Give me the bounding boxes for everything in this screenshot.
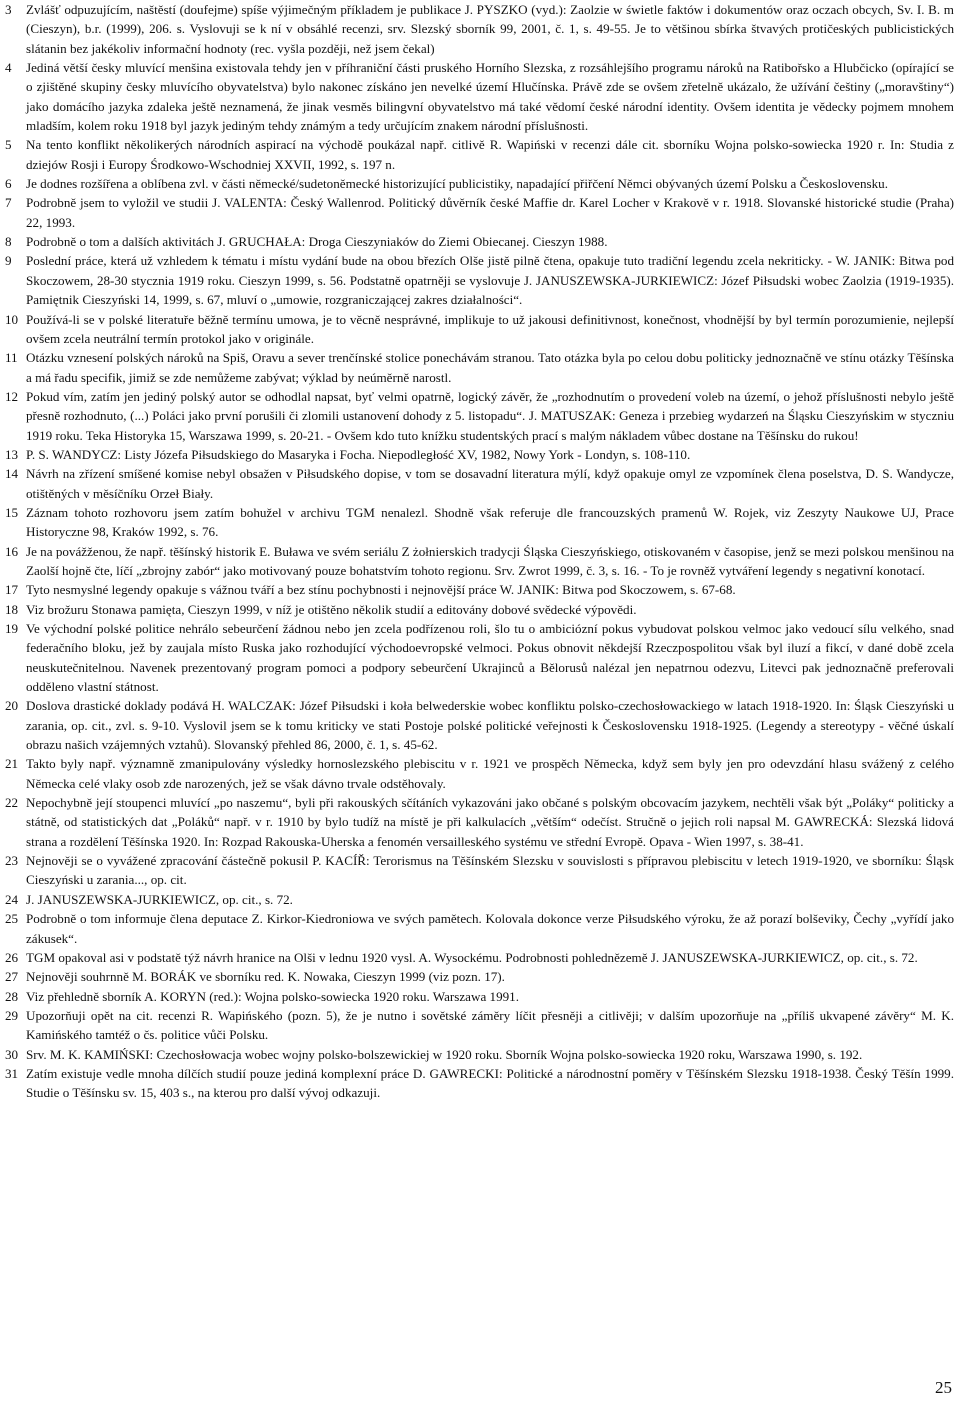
footnote-number: 23	[5, 853, 19, 869]
footnote-text: Podrobně o tom a dalších aktivitách J. GRUCHAŁA: Droga Cieszyniaków do Ziemi Obiecanej. Cieszyn 1988.	[26, 234, 608, 250]
footnote-text: Je na povážženou, že např. těšínský historik E. Buława ve svém seriálu Z żołnierskich tradycji Śląska Cieszyńskiego, otiskovaném v časopise, jenž se mezi polskou menšinou na Zaolší hojně čte, líčí „zbrojny zabór“ jako motivovaný pouze bohatstvím tohoto regionu. Srv. Zwrot 1999, č. 3, s. 16. - To je rovněž vytváření legendy s negativní konotací.	[26, 543, 954, 578]
footnote-number: 6	[5, 176, 12, 192]
footnote-text: Nejnověji se o vyvážené zpracování částečně pokusil P. KACÍŘ: Terorismus na Těšínském Slezsku v souvislosti s přípravou plebiscitu v letech 1919-1920, ve sborníku: Śląsk Cieszyński u zarania..., op. cit.	[26, 853, 954, 888]
footnote	[5, 174, 954, 193]
footnote-text: Viz brožuru Stonawa pamięta, Cieszyn 1999, v níž je otištěno několik studií a editovány dobové svědecké výpovědi.	[26, 601, 637, 617]
footnote	[5, 310, 954, 349]
footnote-number: 27	[5, 969, 19, 985]
footnote-text: Návrh na zřízení smíšené komise nebyl obsažen v Piłsudského dopise, v tom se dosavadní literatura mýlí, když opakuje omyl ze vzpomínek člena poselstva, D. S. Wandycze, otištěných v měsíčníku Orzeł Biały.	[26, 466, 954, 501]
footnote-text: J. JANUSZEWSKA-JURKIEWICZ, op. cit., s. 72.	[26, 891, 293, 907]
footnote	[5, 987, 954, 1006]
footnote	[5, 1064, 954, 1103]
footnote	[5, 251, 954, 309]
footnote-text: Je dodnes rozšířena a oblíbena zvl. v části německé/sudetoněmecké historizující publicistiky, napadající přiřčení Němci obývaných území Polsku a Československu.	[26, 176, 889, 192]
footnote-number: 10	[5, 311, 19, 327]
footnote	[5, 387, 954, 445]
footnote-number: 17	[5, 582, 19, 598]
footnote	[5, 967, 954, 986]
footnote-number: 24	[5, 891, 19, 907]
footnote-text: Podrobně jsem to vyložil ve studii J. VALENTA: Český Wallenrod. Politický důvěrník české Maffie dr. Karel Locher v Krakově v r. 1918. Slovanské historické studie (Praha) 22, 1993.	[26, 195, 954, 230]
footnote-number: 19	[5, 621, 19, 636]
footnote-number: 30	[5, 1046, 19, 1062]
footnote-text: Pokud vím, zatím jen jediný polský autor se odhodlal napsat, byť velmi opatrně, logický závěr, že „rozhodnutím o provedení voleb na území, o jehož příslušnosti nebylo ještě přesně rozhodnuto, (...) Poláci jako první porušili či zlomili ustanovení dohody z 5. listopadu“. J. MATUSZAK: Geneza i przebieg wydarzeń na Śląsku Cieszyńskim w styczniu 1919 roku. Teka Historyka 15, Warszawa 1999, s. 20-21. - Ovšem kdo tuto knížku studentských prací s malým nákladem vůbec dostane na Těšínsku do rukou!	[26, 388, 954, 443]
footnote	[5, 580, 954, 599]
footnote-number: 18	[5, 601, 19, 617]
footnote-number: 12	[5, 388, 19, 404]
footnote-text: Na tento konflikt několikerých národních aspirací na východě poukázal např. citlivě R. Wapiński v recenzi dále cit. sborníku Wojna polsko-sowiecka 1920 r. In: Studia z dziejów Rosji i Europy Środkowo-Wschodniej XXVII, 1992, s. 197 n.	[26, 137, 954, 172]
footnote	[5, 232, 954, 251]
footnote-number: 13	[5, 446, 19, 462]
footnote-number: 22	[5, 795, 19, 811]
page-number: 25	[935, 1378, 952, 1397]
footnote-text: Takto byly např. významně zmanipulovány výsledky hornoslezského plebiscitu v r. 1921 ve prospěch Německa, když sem byly jen pro odevzdání hlasu svážený z celého Německa celé vlaky osob zde narozených, jež se však dávno trvale odstěhovaly.	[26, 756, 954, 791]
footnote	[5, 754, 954, 793]
footnote-number: 20	[5, 698, 19, 714]
footnote	[5, 619, 954, 696]
footnote	[5, 948, 954, 967]
footnote-number: 3	[5, 2, 12, 17]
footnote	[5, 445, 954, 464]
footnote-text: P. S. WANDYCZ: Listy Józefa Piłsudskiego do Masaryka i Focha. Niepodległość XV, 1982, Nowy York - Londyn, s. 108-110.	[26, 446, 691, 462]
footnote-text: Nejnověji souhrnně M. BORÁK ve sborníku red. K. Nowaka, Cieszyn 1999 (viz pozn. 17).	[26, 969, 505, 985]
footnote	[5, 793, 954, 851]
footnote-text: Podrobně o tom informuje člena deputace Z. Kirkor-Kiedroniowa ve svých pamětech. Kolovala dokonce verze Piłsudského výroku, že až porazí bolševiky, Čechy „vyřídí jako zákusek“.	[26, 911, 954, 946]
footnote-text: Nepochybně její stoupenci mluvící „po naszemu“, byli při rakouských sčítáních vykazováni jako občané s polským obcovacím jazykem, nechtěli však být „Poláky“ politicky a státně, od statistických dat „Poláků“ např. v r. 1910 by bylo tudíž na místě je při kalkulacích „větším“ odečíst. Stručně o jejich roli napsal M. GAWRECKÁ: Slezská lidová strana a rozdělení Těšínska 1920. In: Rozpad Rakouska-Uherska a fenomén versailleského systému ve střední Evropě. Opava - Wien 1997, s. 38-41.	[26, 795, 954, 849]
footnote-text: Používá-li se v polské literatuře běžně termínu umowa, je to věcně nesprávné, implikuje to už jakousi definitivnost, konečnost, vhodnější by byl termín porozumienie, nejlepší ovšem zcela neutrální termín protokol jako v originále.	[26, 311, 954, 346]
footnote	[5, 542, 954, 581]
footnote-number: 16	[5, 543, 19, 559]
footnote-text: Upozorňuji opět na cit. recenzi R. Wapińského (pozn. 5), že je nutno i sovětské záměry líčit přesněji a citlivěji; v dalším upozorňuje na „příliš ukvapené závěry“ M. K. Kamińského tamtéž o čs. politice vůči Polsku.	[26, 1007, 954, 1043]
footnote-number: 29	[5, 1007, 19, 1023]
footnote-text: TGM opakoval asi v podstatě týž návrh hranice na Olši v lednu 1920 vysl. A. Wysockému. Podrobnosti pohlednězemě J. JANUSZEWSKA-JURKIEWICZ, op. cit., s. 72.	[26, 949, 918, 965]
footnote-number: 21	[5, 756, 19, 772]
footnote	[5, 135, 954, 174]
footnote-number: 31	[5, 1065, 19, 1081]
footnote-number: 25	[5, 911, 19, 927]
footnote	[5, 600, 954, 619]
footnote-number: 5	[5, 137, 12, 153]
footnote-text: Viz přehledně sborník A. KORYN (red.): Wojna polsko-sowiecka 1920 roku. Warszawa 1991.	[26, 988, 519, 1004]
footnote-number: 9	[5, 253, 12, 269]
footnote-text: Zvlášť odpuzujícím, naštěstí (doufejme) spíše výjimečným příkladem je publikace J. PYSZKO (vyd.): Zaolzie w świetle faktów i dokumentów oraz oczach obcych, Sv. I. B. m (Cieszyn), b.r. (1999), 206. s. Vyslovuji se k ní v obsáhlé recenzi, srv. Slezský sborník 99, 2001, č. 1, s. 49-55. Je to většinou sbírka štvavých protičeských publicistických slátanin bez jakékoliv informační hodnoty (rec. vyšla později, než jsem čekal)	[26, 2, 954, 56]
footnote-text: Zatím existuje vedle mnoha dílčích studií pouze jediná komplexní práce D. GAWRECKI: Politické a národnostní poměry v Těšínském Slezsku 1918-1938. Český Těšín 1999. Studie o Těšínsku sv. 15, 403 s., na kterou pro další vývoj odkazuji.	[26, 1065, 954, 1101]
footnotes-list	[5, 0, 954, 1103]
footnote	[5, 696, 954, 754]
footnote-number: 14	[5, 466, 19, 482]
footnote	[5, 503, 954, 542]
footnote-number: 11	[5, 350, 18, 366]
footnote	[5, 1045, 954, 1064]
footnote-text: Tyto nesmyslné legendy opakuje s vážnou tváří a bez stínu pochybnosti i nejnovější práce W. JANIK: Bitwa pod Skoczowem, s. 67-68.	[26, 582, 736, 598]
footnote-text: Jediná větší česky mluvící menšina existovala tehdy jen v příhraniční části pruského Horního Slezska, z rozsáhlejšího programu nároků na Ratibořsko a Hlubčicko (opírající se o zjištěné skupiny česky mluvícího obyvatelstva) bylo nakonec získáno jen nevelké území Hlučínska. Právě zde se ovšem zřetelně ukázalo, že užívání češtiny („moravštiny“) jako domácího jazyka zdaleka ještě neznamená, že jinak vesměs bilingvní obyvatelstvo má také vědomí české národní identity. Ovšem identita je vědecky pojmem mnohem mladším, kolem roku 1918 byl jazyk jediným tehdy známým a tedy určujícím znakem národní příslušnosti.	[26, 60, 954, 134]
footnote-number: 4	[5, 60, 12, 76]
footnote-text: Ve východní polské politice nehrálo sebeurčení žádnou nebo jen zcela podřízenou roli, šlo tu o ambiciózní pokus vybudovat polskou velmoc jako vedoucí sílu velkého, snad federačního bloku, jež by zaujala místo Ruska jako rozhodující východoevropské velmoci. Pokus obnovit někdejší Rzeczpospolitou však byl iluzí a fikcí, v dané době zcela neuskutečnitelnou. Navenek prezentovaný program pomoci a podpory sebeurčení Ukrajinců a Bělorusů nalézal jen nepatrnou odezvu, Litevci pak jednoznačně preferovali odděleno vlastní státnost.	[26, 621, 954, 695]
footnote-number: 15	[5, 504, 19, 520]
footnote-text: Doslova drastické doklady podává H. WALCZAK: Józef Piłsudski i koła belwederskie wobec konfliktu polsko-czechosłowackiego w latach 1918-1920. In: Śląsk Cieszyński u zarania, op. cit., zvl. s. 9-10. Vyslovil jsem se k tomu kriticky ve stati Postoje polské politické veřejnosti k Československu 1918-1925. (Legendy a stereotypy - věčné úskalí obrazu našich vzájemných vztahů). Slovanský přehled 86, 2000, č. 1, s. 45-62.	[26, 698, 954, 753]
footnote	[5, 1006, 954, 1045]
footnote-number: 7	[5, 195, 12, 211]
footnote	[5, 193, 954, 232]
footnote-text: Otázku vznesení polských nároků na Spiš, Oravu a sever trenčínské stolice ponechávám stranou. Tato otázka byla po celou dobu politicky jednoznačně ve stínu otázky Těšínska a má řadu specifik, jimiž se zde nemůžeme zabývat; výklad by neúměrně narostl.	[26, 350, 954, 385]
footnote	[5, 890, 954, 909]
footnote-text: Poslední práce, která už vzhledem k tématu i místu vydání bude na obou březích Olše jistě pilně čtena, opakuje tuto tradiční legendu zcela nekriticky. - W. JANIK: Bitwa pod Skoczowem, 28-30 stycznia 1919 roku. Cieszyn 1999, s. 56. Podstatně opatrněji se vyslovuje J. JANUSZEWSKA-JURKIEWICZ: Józef Piłsudski wobec Zaolzia (1919-1935). Pamiętnik Cieszyński 14, 1999, s. 67, mluví o „umowie, rozgraniczającej zakres działalności“.	[26, 253, 954, 308]
footnote-text: Záznam tohoto rozhovoru jsem zatím bohužel v archivu TGM nenalezl. Shodně však referuje dle francouzských pramenů W. Rojek, viz Zeszyty Naukowe UJ, Prace Historyczne 98, Kraków 1992, s. 76.	[26, 504, 954, 540]
footnote	[5, 348, 954, 387]
footnote-number: 26	[5, 949, 19, 965]
footnote-text: Srv. M. K. KAMIŃSKI: Czechosłowacja wobec wojny polsko-bolszewickiej w 1920 roku. Sborník Wojna polsko-sowiecka 1920 roku, Warszawa 1990, s. 192.	[26, 1046, 863, 1062]
footnote-number: 8	[5, 234, 12, 250]
footnote-number: 28	[5, 988, 19, 1004]
footnote	[5, 909, 954, 948]
footnote	[5, 58, 954, 135]
footnote	[5, 464, 954, 503]
footnote	[5, 851, 954, 890]
footnote	[5, 0, 954, 58]
